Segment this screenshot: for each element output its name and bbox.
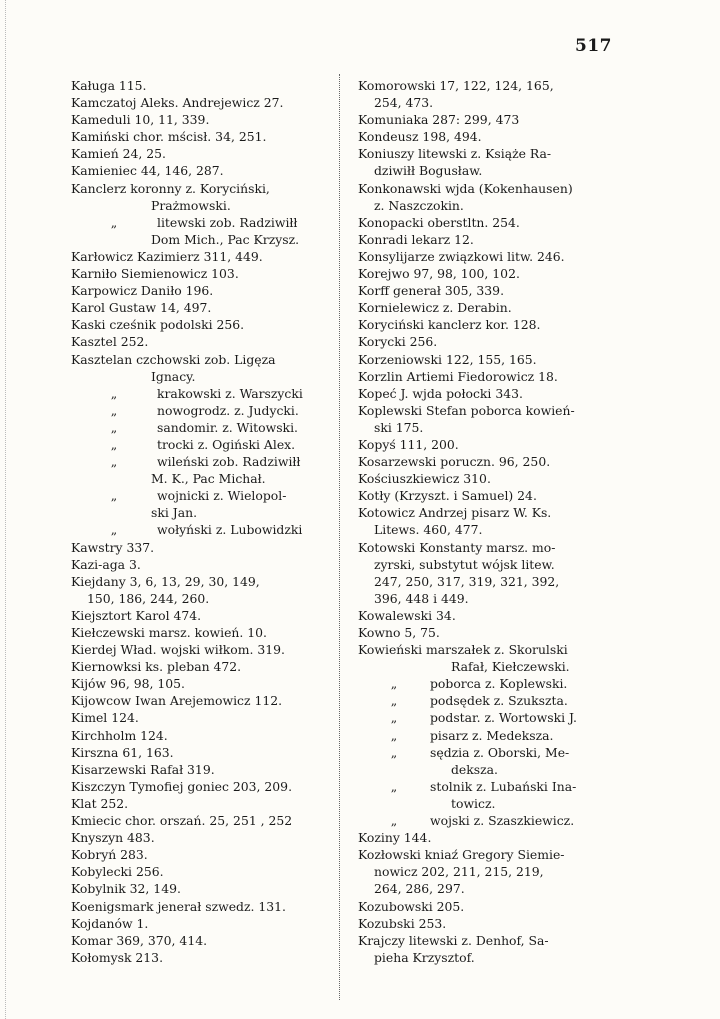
index-entry-text: Ignacy.: [151, 368, 196, 384]
index-entry: [358, 727, 610, 744]
index-entry: [71, 436, 329, 453]
index-entry-text: Kiernowksi ks. pleban 472.: [71, 659, 242, 675]
index-entry-text: Kobylecki 256.: [71, 864, 164, 880]
index-entry-text: 264, 286, 297.: [374, 881, 465, 897]
index-entry-text: litewski zob. Radziwiłł: [157, 214, 298, 230]
index-entry: [358, 436, 610, 453]
index-entry: [71, 487, 329, 504]
index-entry: [71, 145, 329, 162]
index-entry-text: Kanclerz koronny z. Koryciński,: [71, 180, 270, 196]
index-entry-text: Kondeusz 198, 494.: [358, 129, 482, 145]
index-entry-text: pisarz z. Medeksza.: [430, 727, 554, 743]
index-entry: [71, 898, 329, 915]
index-entry-text: ski 175.: [374, 419, 424, 435]
index-entry-text: Komorowski 17, 122, 124, 165,: [358, 78, 554, 93]
index-entry: [71, 949, 329, 966]
index-entry-text: Koryciński kanclerz kor. 128.: [358, 317, 541, 333]
index-entry-text: Konradi lekarz 12.: [358, 231, 474, 247]
index-entry: [358, 863, 610, 880]
index-entry: [71, 453, 329, 470]
ditto-mark: „: [110, 385, 118, 401]
index-entry-text: Kamiński chor. mścisł. 34, 251.: [71, 129, 267, 145]
index-entry: [358, 675, 610, 692]
index-entry-text: wojnicki z. Wielopol-: [157, 488, 287, 504]
index-entry-text: nowogrodz. z. Judycki.: [157, 402, 299, 418]
index-entry: [358, 744, 610, 761]
index-entry: [358, 898, 610, 915]
index-entry: [358, 590, 610, 607]
index-entry-text: Kijowcow Iwan Arejemowicz 112.: [71, 693, 283, 709]
index-entry-text: Kirszna 61, 163.: [71, 744, 174, 760]
index-entry: [71, 248, 329, 265]
index-entry-text: Korff generał 305, 339.: [358, 283, 505, 299]
index-entry: [358, 539, 610, 556]
index-entry: [358, 94, 610, 111]
index-entry: [358, 299, 610, 316]
index-entry-text: podsędek z. Szukszta.: [430, 693, 568, 709]
index-entry: [71, 77, 329, 94]
index-entry-text: dziwiłł Bogusław.: [374, 163, 483, 179]
index-entry-text: ski Jan.: [151, 505, 198, 521]
index-entry-text: podstar. z. Wortowski J.: [430, 710, 577, 726]
index-entry-text: Koniuszy litewski z. Książe Ra-: [358, 146, 552, 162]
index-entry: [358, 607, 610, 624]
index-entry: [358, 880, 610, 897]
index-entry-text: Kowalewski 34.: [358, 607, 456, 623]
index-entry-text: Kowieński marszałek z. Skorulski: [358, 642, 568, 658]
index-entry: [71, 641, 329, 658]
ditto-mark: „: [110, 454, 118, 470]
index-entry: [358, 487, 610, 504]
index-entry: [71, 863, 329, 880]
ditto-mark: „: [110, 419, 118, 435]
index-entry-text: Konkonawski wjda (Kokenhausen): [358, 180, 573, 196]
column-divider: [339, 74, 340, 1000]
ditto-mark: „: [110, 488, 118, 504]
index-entry: [358, 692, 610, 709]
ditto-mark: „: [390, 813, 398, 829]
index-entry: [71, 333, 329, 350]
index-entry: [71, 761, 329, 778]
index-entry-text: 396, 448 i 449.: [374, 590, 469, 606]
index-entry: [358, 265, 610, 282]
index-entry-text: Kotowski Konstanty marsz. mo-: [358, 539, 556, 555]
index-entry-text: Kamczatoj Aleks. Andrejewicz 27.: [71, 95, 284, 111]
index-entry: [358, 641, 610, 658]
index-entry-text: trocki z. Ogiński Alex.: [157, 436, 296, 452]
index-entry: [71, 214, 329, 231]
ditto-mark: „: [390, 727, 398, 743]
index-entry: [71, 180, 329, 197]
index-entry: [71, 846, 329, 863]
index-entry: [71, 915, 329, 932]
index-column-left: [71, 77, 329, 966]
page-number: 517: [575, 36, 612, 56]
index-entry-text: Krajczy litewski z. Denhof, Sa-: [358, 932, 549, 948]
index-entry-text: wołyński z. Lubowidzki: [157, 522, 303, 538]
index-entry-text: Kawstry 337.: [71, 539, 155, 555]
index-entry-text: nowicz 202, 211, 215, 219,: [374, 864, 544, 880]
index-entry: [358, 128, 610, 145]
index-entry: [71, 299, 329, 316]
index-entry: [71, 470, 329, 487]
index-entry-text: Kamień 24, 25.: [71, 146, 166, 162]
index-entry-text: sandomir. z. Witowski.: [157, 419, 298, 435]
index-entry-text: Kisarzewski Rafał 319.: [71, 761, 215, 777]
index-entry: [71, 111, 329, 128]
index-entry: [71, 607, 329, 624]
index-column-right: [358, 77, 610, 966]
index-entry-text: Kopyś 111, 200.: [358, 436, 459, 452]
index-entry-text: Koziny 144.: [358, 830, 432, 846]
index-entry-text: Kotły (Krzyszt. i Samuel) 24.: [358, 488, 537, 504]
ditto-mark: „: [110, 214, 118, 230]
index-entry: [358, 402, 610, 419]
index-entry: [358, 915, 610, 932]
index-entry: [358, 351, 610, 368]
index-entry: [71, 265, 329, 282]
index-entry-text: Konopacki oberstltn. 254.: [358, 214, 520, 230]
index-entry: [71, 692, 329, 709]
ditto-mark: „: [390, 710, 398, 726]
index-entry: [71, 795, 329, 812]
index-entry: [358, 214, 610, 231]
index-entry: [358, 385, 610, 402]
index-entry: [71, 829, 329, 846]
index-entry-text: Kotowicz Andrzej pisarz W. Ks.: [358, 505, 552, 521]
index-entry: [71, 744, 329, 761]
index-entry-text: Kimel 124.: [71, 710, 139, 726]
index-entry: [71, 368, 329, 385]
index-entry: [358, 829, 610, 846]
ditto-mark: „: [110, 522, 118, 538]
ditto-mark: „: [110, 402, 118, 418]
index-entry: [71, 932, 329, 949]
index-entry-text: Kozłowski kniaź Gregory Siemie-: [358, 847, 565, 863]
index-entry: [71, 658, 329, 675]
index-entry: [71, 282, 329, 299]
index-entry: [358, 846, 610, 863]
index-entry: [358, 573, 610, 590]
index-entry: [71, 590, 329, 607]
index-entry-text: Dom Mich., Pac Krzysz.: [151, 231, 300, 247]
index-entry-text: poborca z. Koplewski.: [430, 676, 568, 692]
ditto-mark: „: [390, 744, 398, 760]
index-entry: [358, 145, 610, 162]
index-entry: [71, 128, 329, 145]
index-entry-text: Karol Gustaw 14, 497.: [71, 300, 212, 316]
index-entry-text: Kopeć J. wjda połocki 343.: [358, 385, 523, 401]
index-entry-text: deksza.: [451, 761, 498, 777]
index-entry-text: towicz.: [451, 795, 496, 811]
index-entry-text: 254, 473.: [374, 95, 434, 111]
index-entry: [358, 282, 610, 299]
index-entry: [71, 504, 329, 521]
index-entry-text: 247, 250, 317, 319, 321, 392,: [374, 573, 560, 589]
index-entry-text: Karniło Siemienowicz 103.: [71, 266, 239, 282]
index-entry: [358, 932, 610, 949]
index-entry-text: pieha Krzysztof.: [374, 949, 475, 965]
index-entry-text: Kirchholm 124.: [71, 727, 168, 743]
index-entry-text: Kosarzewski poruczn. 96, 250.: [358, 454, 551, 470]
index-entry-text: Komar 369, 370, 414.: [71, 932, 208, 948]
index-entry: [71, 539, 329, 556]
index-entry: [71, 727, 329, 744]
index-entry-text: Kmiecic chor. orszań. 25, 251 , 252: [71, 813, 293, 829]
index-entry: [358, 949, 610, 966]
ditto-mark: „: [110, 436, 118, 452]
index-entry-text: sędzia z. Oborski, Me-: [430, 744, 570, 760]
index-entry-text: Kierdej Wład. wojski wiłkom. 319.: [71, 642, 285, 658]
index-entry-text: Kasztelan czchowski zob. Ligęza: [71, 351, 276, 367]
index-entry-text: Knyszyn 483.: [71, 830, 155, 846]
index-entry-text: Kojdanów 1.: [71, 915, 149, 931]
index-entry: [358, 709, 610, 726]
index-entry-text: Kornielewicz z. Derabin.: [358, 300, 512, 316]
index-entry-text: z. Naszczokin.: [374, 197, 464, 213]
index-entry-text: Korzlin Artiemi Fiedorowicz 18.: [358, 368, 558, 384]
index-entry-text: zyrski, substytut wójsk litew.: [374, 556, 555, 572]
index-entry-text: M. K., Pac Michał.: [151, 471, 266, 487]
index-entry: [71, 197, 329, 214]
index-entry: [358, 470, 610, 487]
index-entry-text: 150, 186, 244, 260.: [87, 590, 210, 606]
index-entry: [71, 812, 329, 829]
index-entry: [358, 333, 610, 350]
index-entry-text: Kameduli 10, 11, 339.: [71, 112, 210, 128]
index-entry-text: Prażmowski.: [151, 197, 231, 213]
index-entry: [358, 248, 610, 265]
index-entry: [71, 316, 329, 333]
index-entry-text: Kaski cześnik podolski 256.: [71, 317, 245, 333]
index-entry-text: Kiejdany 3, 6, 13, 29, 30, 149,: [71, 573, 260, 589]
index-entry-text: Kobylnik 32, 149.: [71, 881, 181, 897]
index-entry-text: wojski z. Szaszkiewicz.: [430, 813, 575, 829]
index-entry-text: Korzeniowski 122, 155, 165.: [358, 351, 537, 367]
index-entry: [358, 556, 610, 573]
index-entry-text: stolnik z. Lubański Ina-: [430, 778, 577, 794]
index-entry-text: Kozubowski 205.: [358, 898, 465, 914]
index-entry: [358, 624, 610, 641]
index-entry: [358, 419, 610, 436]
index-entry: [358, 111, 610, 128]
page-edge-dotted-line: [5, 0, 6, 1019]
index-entry: [358, 795, 610, 812]
index-entry: [71, 675, 329, 692]
index-entry: [358, 812, 610, 829]
index-entry: [71, 778, 329, 795]
index-entry-text: Karpowicz Daniło 196.: [71, 283, 214, 299]
index-entry: [358, 231, 610, 248]
index-entry: [358, 180, 610, 197]
index-entry: [358, 197, 610, 214]
index-entry-text: Kiejsztort Karol 474.: [71, 607, 202, 623]
index-entry-text: wileński zob. Radziwiłł: [157, 454, 301, 470]
index-entry: [358, 77, 610, 94]
index-entry: [358, 521, 610, 538]
index-entry: [71, 402, 329, 419]
index-entry: [71, 880, 329, 897]
index-entry: [71, 351, 329, 368]
index-entry-text: Korejwo 97, 98, 100, 102.: [358, 266, 520, 282]
index-entry-text: Karłowicz Kazimierz 311, 449.: [71, 248, 263, 264]
index-entry-text: Koenigsmark jenerał szwedz. 131.: [71, 898, 286, 914]
index-entry-text: Kościuszkiewicz 310.: [358, 471, 491, 487]
index-entry: [358, 658, 610, 675]
index-entry: [358, 504, 610, 521]
index-entry: [71, 385, 329, 402]
index-entry-text: Kijów 96, 98, 105.: [71, 676, 185, 692]
index-entry: [358, 368, 610, 385]
index-entry-text: krakowski z. Warszycki: [157, 385, 303, 401]
index-entry-text: Komuniaka 287: 299, 473: [358, 112, 520, 128]
index-entry-text: Klat 252.: [71, 795, 129, 811]
index-entry-text: Koplewski Stefan poborca kowień-: [358, 402, 575, 418]
ditto-mark: „: [390, 778, 398, 794]
index-entry-text: Kobryń 283.: [71, 847, 148, 863]
index-entry-text: Kasztel 252.: [71, 334, 149, 350]
index-entry: [71, 162, 329, 179]
index-entry-text: Kowno 5, 75.: [358, 625, 440, 640]
index-entry-text: Rafał, Kiełczewski.: [451, 659, 570, 675]
index-entry-text: Kołomysk 213.: [71, 949, 164, 965]
index-entry-text: Korycki 256.: [358, 334, 438, 350]
index-entry: [358, 162, 610, 179]
index-entry-text: Kiełczewski marsz. kowień. 10.: [71, 625, 267, 640]
ditto-mark: „: [390, 693, 398, 709]
index-entry-text: Kaługa 115.: [71, 78, 147, 93]
index-entry-text: Litews. 460, 477.: [374, 522, 483, 538]
index-entry: [71, 521, 329, 538]
index-entry: [358, 761, 610, 778]
index-entry: [71, 556, 329, 573]
index-entry-text: Kazi-aga 3.: [71, 556, 141, 572]
ditto-mark: „: [390, 676, 398, 692]
index-entry-text: Kiszczyn Tymofiej goniec 203, 209.: [71, 778, 293, 794]
index-entry: [71, 419, 329, 436]
index-entry-text: Kozubski 253.: [358, 915, 447, 931]
index-entry: [358, 316, 610, 333]
index-entry: [71, 573, 329, 590]
index-entry: [358, 453, 610, 470]
index-entry: [71, 624, 329, 641]
index-entry: [358, 778, 610, 795]
index-entry: [71, 231, 329, 248]
index-entry: [71, 94, 329, 111]
index-entry-text: Kamieniec 44, 146, 287.: [71, 163, 224, 179]
index-entry-text: Konsylijarze związkowi litw. 246.: [358, 248, 565, 264]
index-entry: [71, 709, 329, 726]
